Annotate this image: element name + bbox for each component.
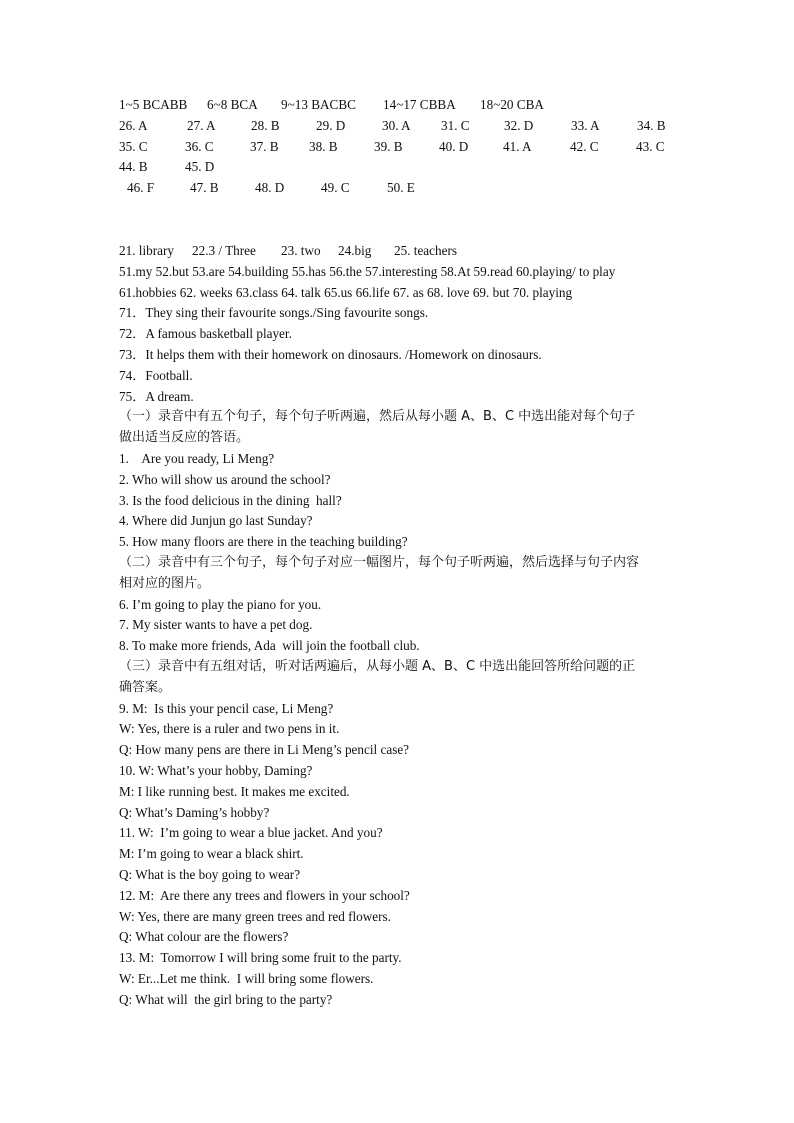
answer-cell: 28. B [251, 117, 280, 133]
script-line: 3. Is the food delicious in the dining hall? [119, 492, 342, 508]
script-line: 7. My sister wants to have a pet dog. [119, 617, 313, 633]
answer-key-top [119, 95, 689, 199]
answer-cell: 41. A [503, 138, 532, 154]
answer-cell: 23. two [281, 243, 321, 258]
script-line: 11. W: I’m going to wear a blue jacket. And you? [119, 825, 383, 841]
answer-cell: 44. B [119, 159, 148, 175]
script-line: Q: What will the girl bring to the party? [119, 991, 333, 1007]
script-line: 4. Where did Junjun go last Sunday? [119, 513, 313, 529]
answer-row-21-25 [119, 241, 689, 262]
answer-line-61-70: 61.hobbies 62. weeks 63.class 64. talk 65.us 66.life 67. as 68. love 69. but 70. playing [119, 284, 573, 300]
script-line: 9. M: Is this your pencil case, Li Meng? [119, 700, 334, 716]
answer-cell: 27. A [187, 117, 216, 133]
section-2-heading: （二）录音中有三个句子，每个句子对应一幅图片，每个句子听两遍，然后选择与句子内容 [119, 554, 640, 570]
answer-cell: 26. A [119, 117, 148, 133]
script-line: 13. M: Tomorrow I will bring some fruit to the party. [119, 950, 402, 966]
answer-cell: 45. D [185, 159, 215, 175]
answer-row-1 [119, 95, 689, 116]
answer-row-3 [119, 137, 689, 158]
answer-cell: 6~8 BCA [207, 97, 258, 112]
answer-row-5 [119, 178, 689, 199]
answer-cell: 50. E [387, 180, 415, 196]
script-line: 8. To make more friends, Ada will join the football club. [119, 638, 420, 654]
answer-line-72: 72．A famous basketball player. [119, 326, 292, 342]
answer-cell: 32. D [504, 117, 534, 133]
answer-cell: 25. teachers [394, 243, 457, 258]
answer-cell: 34. B [637, 117, 666, 133]
answer-cell: 43. C [636, 138, 665, 154]
answer-cell: 18~20 CBA [480, 97, 544, 112]
script-line: M: I’m going to wear a black shirt. [119, 846, 304, 862]
script-line: Q: What colour are the flowers? [119, 929, 289, 945]
answer-line-71: 71．They sing their favourite songs./Sing favourite songs. [119, 305, 429, 321]
script-line: 5. How many floors are there in the teaching building? [119, 534, 408, 550]
section-1-heading: （一）录音中有五个句子，每个句子听两遍，然后从每小题 A、B、C 中选出能对每个句子 [119, 409, 636, 425]
script-line: Q: How many pens are there in Li Meng’s pencil case? [119, 742, 410, 758]
answer-cell: 1~5 BCABB [119, 97, 188, 112]
script-line: 10. W: What’s your hobby, Daming? [119, 762, 313, 778]
answer-line-73: 73．It helps them with their homework on dinosaurs. /Homework on dinosaurs. [119, 346, 542, 362]
answer-cell: 24.big [338, 243, 372, 258]
section-1-heading-cont: 做出适当反应的答语。 [119, 430, 250, 446]
section-2-heading-cont: 相对应的图片。 [119, 575, 211, 591]
script-line: Q: What’s Daming’s hobby? [119, 804, 270, 820]
answer-row-4 [119, 157, 689, 178]
section-3-heading: （三）录音中有五组对话，听对话两遍后，从每小题 A、B、C 中选出能回答所给问题的正 [119, 658, 636, 674]
answer-cell: 49. C [321, 180, 350, 196]
answer-cell: 31. C [441, 117, 470, 133]
answer-line-75: 75．A dream. [119, 388, 194, 404]
answer-cell: 35. C [119, 138, 148, 154]
answer-cell: 37. B [250, 138, 279, 154]
answer-row-2 [119, 116, 689, 137]
script-line: W: Yes, there are many green trees and red flowers. [119, 908, 391, 924]
answer-cell: 36. C [185, 138, 214, 154]
answer-key-bottom [119, 241, 689, 1010]
script-line: M: I like running best. It makes me excited. [119, 783, 350, 799]
section-3-heading-cont: 确答案。 [119, 679, 172, 695]
answer-cell: 21. library [119, 243, 174, 258]
answer-cell: 46. F [127, 180, 155, 196]
answer-cell: 22.3 / Three [192, 243, 256, 258]
answer-cell: 39. B [374, 138, 403, 154]
answer-cell: 14~17 CBBA [383, 97, 456, 112]
script-line: 2. Who will show us around the school? [119, 471, 331, 487]
script-line: 12. M: Are there any trees and flowers in your school? [119, 887, 410, 903]
script-line: W: Er...Let me think. I will bring some flowers. [119, 970, 374, 986]
answer-cell: 40. D [439, 138, 469, 154]
answer-line-51-60: 51.my 52.but 53.are 54.building 55.has 56.the 57.interesting 58.At 59.read 60.playing/ to play [119, 263, 616, 279]
answer-cell: 42. C [570, 138, 599, 154]
answer-cell: 33. A [571, 117, 600, 133]
answer-cell: 29. D [316, 117, 346, 133]
script-line: 1. Are you ready, Li Meng? [119, 450, 275, 466]
answer-line-74: 74．Football. [119, 367, 193, 383]
answer-cell: 38. B [309, 138, 338, 154]
answer-cell: 30. A [382, 117, 411, 133]
answer-cell: 47. B [190, 180, 219, 196]
answer-cell: 48. D [255, 180, 285, 196]
script-line: 6. I’m going to play the piano for you. [119, 596, 322, 612]
script-line: W: Yes, there is a ruler and two pens in it. [119, 721, 340, 737]
script-line: Q: What is the boy going to wear? [119, 866, 301, 882]
answer-cell: 9~13 BACBC [281, 97, 356, 112]
